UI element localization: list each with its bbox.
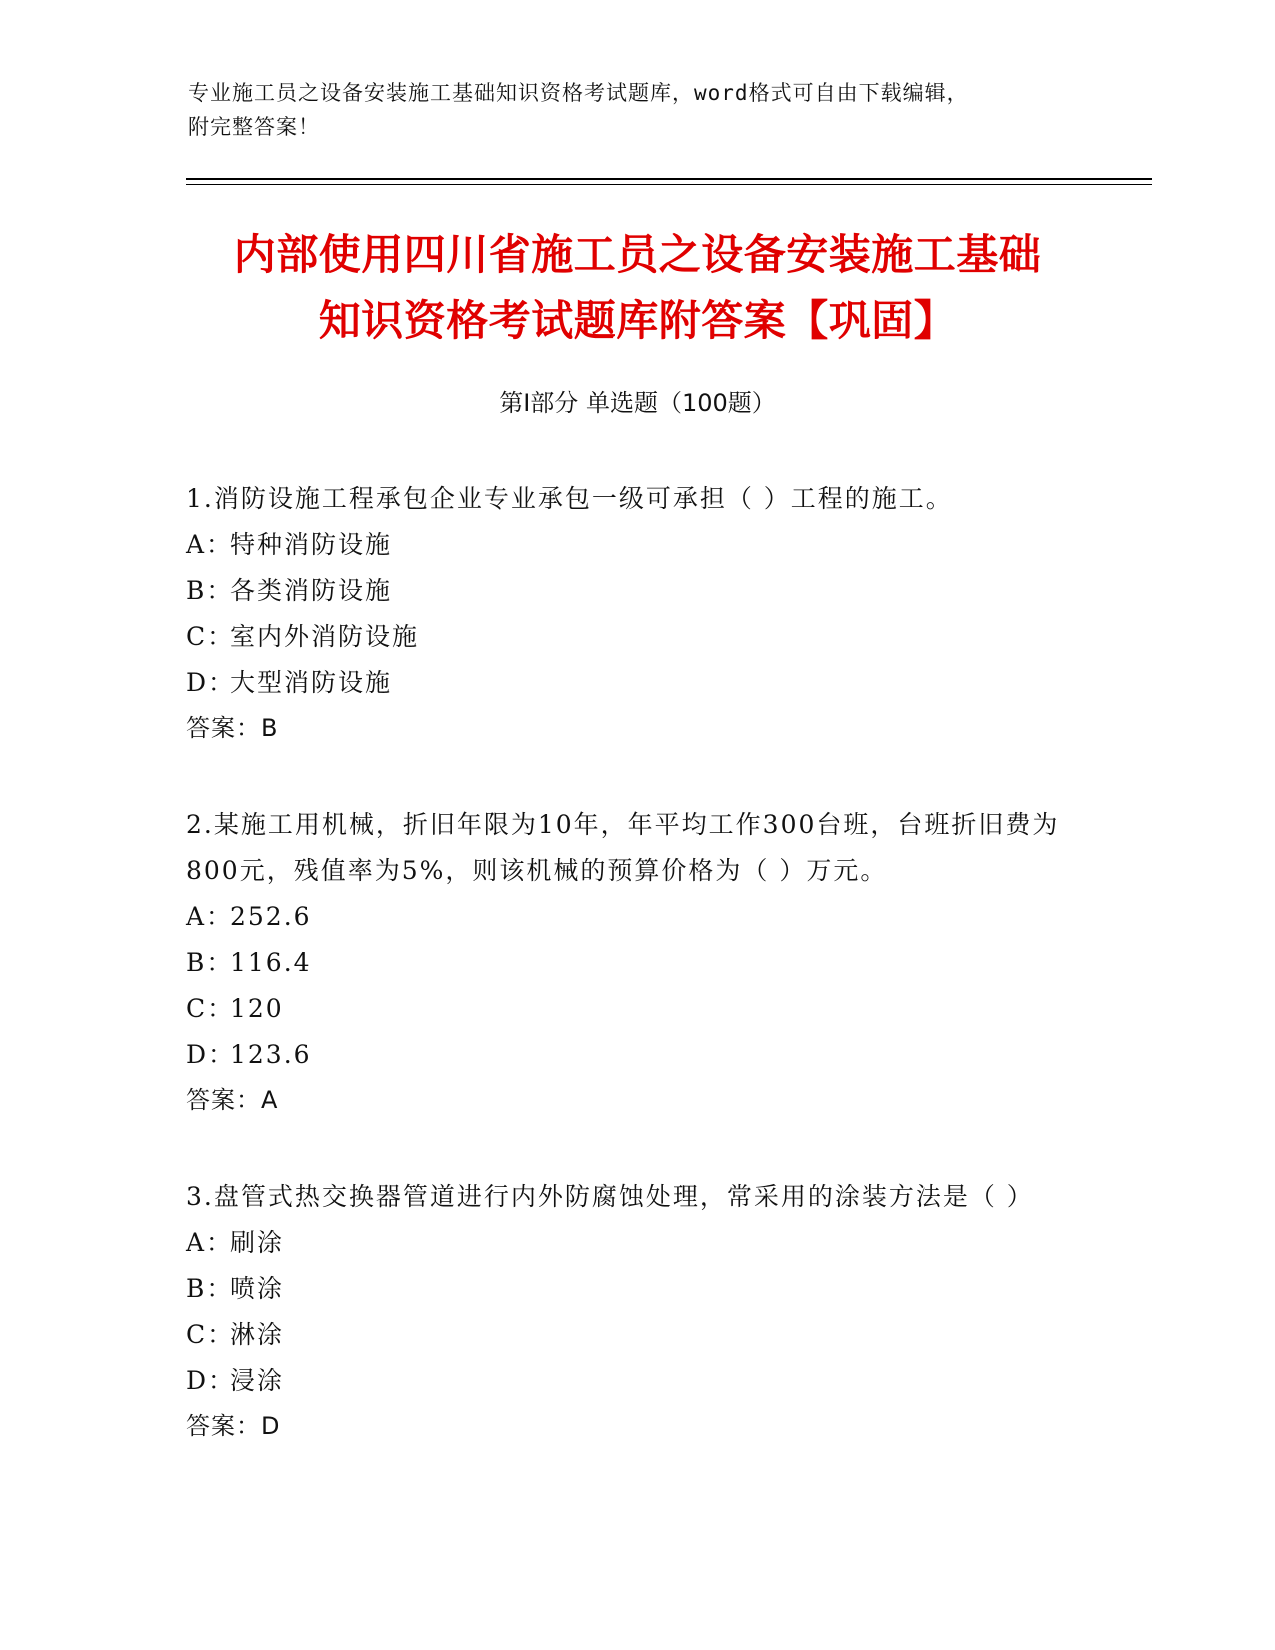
header-note: [188, 76, 1058, 144]
option-c: [186, 986, 1086, 1032]
question-1: [186, 476, 1086, 750]
question-2: [186, 802, 1086, 1122]
option-d: [186, 660, 1086, 706]
option-text: 116.4: [230, 948, 312, 977]
section-title: 第Ⅰ部分 单选题（100题）: [499, 389, 776, 417]
header-note-line2: 附完整答案！: [188, 115, 320, 139]
header-divider-thin: [186, 184, 1152, 185]
answer-line: [186, 706, 1086, 750]
option-key: D：: [186, 668, 236, 697]
answer-value: D: [261, 1412, 281, 1440]
option-text: 刷涂: [230, 1228, 285, 1257]
option-text: 各类消防设施: [230, 576, 393, 605]
option-text: 室内外消防设施: [230, 622, 420, 651]
option-key: D：: [186, 1040, 236, 1069]
option-key: A：: [186, 902, 234, 931]
option-key: C：: [186, 622, 235, 651]
option-text: 浸涂: [230, 1366, 285, 1395]
answer-prefix: 答案：: [186, 1412, 261, 1440]
question-3: [186, 1174, 1086, 1448]
answer-line: [186, 1078, 1086, 1122]
option-text: 喷涂: [230, 1274, 285, 1303]
option-key: B：: [186, 948, 234, 977]
option-b: [186, 568, 1086, 614]
option-b: [186, 1266, 1086, 1312]
document-title-line1: 内部使用四川省施工员之设备安装施工基础: [233, 230, 1042, 279]
header-divider-thick: [186, 178, 1152, 180]
answer-prefix: 答案：: [186, 1086, 261, 1114]
option-key: B：: [186, 1274, 234, 1303]
document-title-line2: 知识资格考试题库附答案【巩固】: [318, 296, 957, 345]
option-key: C：: [186, 994, 235, 1023]
option-key: A：: [186, 1228, 234, 1257]
header-note-line1: 专业施工员之设备安装施工基础知识资格考试题库，word格式可自由下载编辑，: [188, 81, 969, 105]
option-key: B：: [186, 576, 234, 605]
question-list: [186, 476, 1086, 1500]
option-key: A：: [186, 530, 234, 559]
answer-value: B: [261, 714, 279, 742]
option-key: C：: [186, 1320, 235, 1349]
answer-line: [186, 1404, 1086, 1448]
answer-prefix: 答案：: [186, 714, 261, 742]
option-b: [186, 940, 1086, 986]
question-stem: 3.盘管式热交换器管道进行内外防腐蚀处理，常采用的涂装方法是（ ）: [186, 1182, 1034, 1211]
option-key: D：: [186, 1366, 236, 1395]
option-text: 特种消防设施: [230, 530, 393, 559]
question-stem: 1.消防设施工程承包企业专业承包一级可承担（ ）工程的施工。: [186, 484, 953, 513]
answer-value: A: [261, 1086, 279, 1114]
option-d: [186, 1358, 1086, 1404]
option-a: [186, 1220, 1086, 1266]
option-c: [186, 614, 1086, 660]
option-text: 淋涂: [230, 1320, 285, 1349]
option-a: [186, 522, 1086, 568]
option-c: [186, 1312, 1086, 1358]
document-title: [170, 222, 1105, 354]
option-text: 252.6: [230, 902, 312, 931]
option-text: 大型消防设施: [230, 668, 393, 697]
option-d: [186, 1032, 1086, 1078]
option-a: [186, 894, 1086, 940]
option-text: 120: [230, 994, 284, 1023]
question-stem: 2.某施工用机械，折旧年限为10年，年平均工作300台班，台班折旧费为800元，残值率为5%，则该机械的预算价格为（ ）万元。: [186, 810, 1060, 885]
option-text: 123.6: [230, 1040, 312, 1069]
